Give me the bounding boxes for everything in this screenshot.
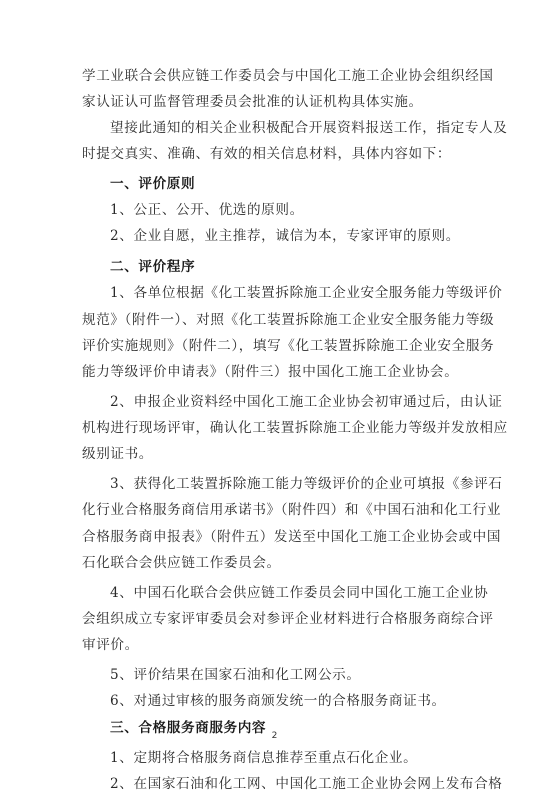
paragraph-line: 1、公正、公开、优选的原则。 bbox=[110, 202, 304, 218]
paragraph-line: 望接此通知的相关企业积极配合开展资料报送工作，指定专人及 bbox=[110, 120, 508, 136]
paragraph-line: 2、申报企业资料经中国化工施工企业协会初审通过后，由认证 bbox=[110, 394, 503, 410]
paragraph-line: 规范》（附件一）、对照《化工装置拆除施工企业安全服务能力等级 bbox=[82, 312, 495, 328]
paragraph-line: 审评价。 bbox=[82, 637, 139, 653]
page-number: 2 bbox=[271, 731, 278, 741]
paragraph-line: 家认证认可监督管理委员会批准的认证机构具体实施。 bbox=[82, 94, 423, 110]
paragraph-line: 合格服务商申报表》（附件五）发送至中国化工施工企业协会或中国 bbox=[82, 529, 502, 545]
paragraph-line: 石化联合会供应链工作委员会。 bbox=[82, 555, 281, 571]
paragraph-line: 机构进行现场评审，确认化工装置拆除施工企业能力等级并发放相应 bbox=[82, 420, 508, 436]
section-heading: 一、评价原则 bbox=[110, 176, 196, 192]
paragraph-line: 5、评价结果在国家石油和化工网公示。 bbox=[110, 667, 361, 683]
paragraph-line: 1、定期将合格服务商信息推荐至重点石化企业。 bbox=[110, 750, 418, 766]
paragraph-line: 能力等级评价申请表》（附件三）报中国化工施工企业协会。 bbox=[82, 364, 459, 380]
paragraph-line: 1、各单位根据《化工装置拆除施工企业安全服务能力等级评价 bbox=[110, 285, 503, 301]
paragraph-line: 化行业合格服务商信用承诺书》（附件四）和《中国石油和化工行业 bbox=[82, 502, 502, 518]
paragraph-line: 学工业联合会供应链工作委员会与中国化工施工企业协会组织经国 bbox=[82, 68, 494, 84]
paragraph-line: 6、对通过审核的服务商颁发统一的合格服务商证书。 bbox=[110, 693, 446, 709]
section-heading: 三、合格服务商服务内容 bbox=[110, 720, 267, 736]
paragraph-line: 4、中国石化联合会供应链工作委员会同中国化工施工企业协 bbox=[110, 585, 489, 601]
paragraph-line: 级别证书。 bbox=[82, 446, 153, 462]
paragraph-line: 2、在国家石油和化工网、中国化工施工企业协会网上发布合格 bbox=[110, 776, 503, 792]
section-heading: 二、评价程序 bbox=[110, 259, 196, 275]
paragraph-line: 评价实施规则》（附件二），填写《化工装置拆除施工企业安全服务 bbox=[82, 338, 495, 354]
paragraph-line: 时提交真实、准确、有效的相关信息材料，具体内容如下： bbox=[82, 146, 452, 162]
paragraph-line: 会组织成立专家评审委员会对参评企业材料进行合格服务商综合评 bbox=[82, 611, 494, 627]
paragraph-line: 3、获得化工装置拆除施工能力等级评价的企业可填报《参评石 bbox=[110, 476, 503, 492]
paragraph-line: 2、企业自愿，业主推荐，诚信为本，专家评审的原则。 bbox=[110, 228, 460, 244]
